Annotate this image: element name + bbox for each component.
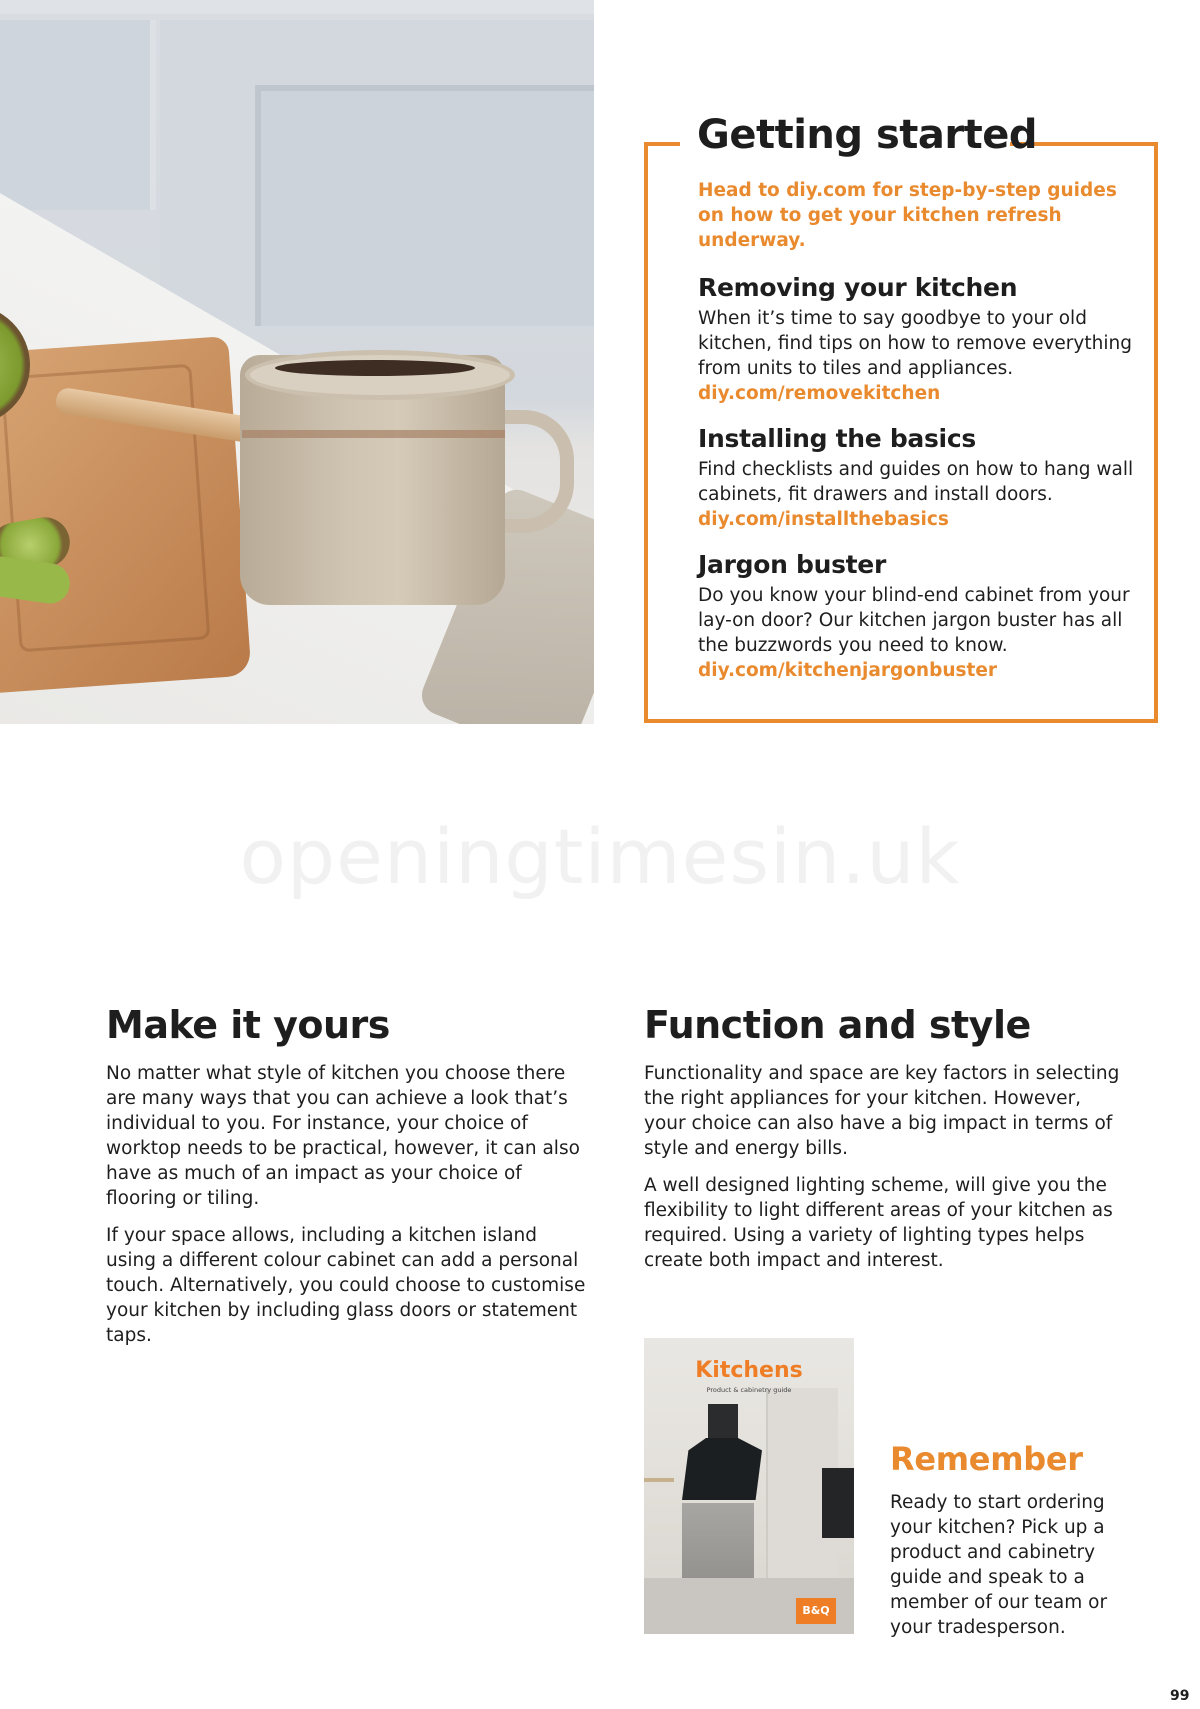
section-installing-basics xyxy=(698,424,1138,532)
page-number: 99 xyxy=(1170,1688,1190,1704)
function-and-style-heading: Function and style xyxy=(644,1003,1031,1047)
make-it-yours-section xyxy=(106,1003,586,1360)
remember-heading: Remember xyxy=(890,1440,1083,1478)
cabinet-panel xyxy=(255,85,594,326)
paragraph: Functionality and space are key factors in selecting the right appliances for your kitchen. However, your choice can also have a big impact in terms of style and energy bills. xyxy=(644,1063,1120,1159)
remember-body: Ready to start ordering your kitchen? Pick up a product and cabinetry guide and speak to a member of our team or your tradesperson. xyxy=(890,1492,1108,1638)
section-heading: Removing your kitchen xyxy=(698,273,1018,302)
remember-section xyxy=(890,1440,1150,1640)
mug-stripe xyxy=(242,430,505,438)
cabinet-door xyxy=(0,20,156,210)
cover-title: Kitchens xyxy=(695,1358,803,1383)
oven xyxy=(822,1468,854,1538)
hero-photo xyxy=(0,0,594,724)
cover-subtitle: Product & cabinetry guide xyxy=(706,1386,792,1394)
getting-started-title: Getting started xyxy=(697,112,1037,158)
cabinet-top xyxy=(0,0,594,14)
shelf xyxy=(644,1478,674,1482)
section-jargon-buster xyxy=(698,550,1138,683)
getting-started-intro: Head to diy.com for step-by-step guides on how to get your kitchen refresh underway. xyxy=(698,180,1117,251)
function-and-style-section xyxy=(644,1003,1124,1285)
cooker-hood xyxy=(682,1438,762,1500)
bq-logo: B&Q xyxy=(796,1598,836,1624)
section-heading: Jargon buster xyxy=(698,550,886,579)
remove-kitchen-link[interactable]: diy.com/removekitchen xyxy=(698,383,941,404)
install-basics-link[interactable]: diy.com/installthebasics xyxy=(698,509,949,530)
make-it-yours-heading: Make it yours xyxy=(106,1003,390,1047)
section-body: When it’s time to say goodbye to your old kitchen, find tips on how to remove everything from units to tiles and appliances. xyxy=(698,308,1132,379)
paragraph: If your space allows, including a kitchen island using a different colour cabinet can add a personal touch. Alternatively, you could choose to customise your kitchen by including glass doors or statement taps. xyxy=(106,1225,586,1346)
paragraph: A well designed lighting scheme, will give you the flexibility to light different areas of your kitchen as required. Using a variety of lighting types helps create both impact and interest. xyxy=(644,1175,1113,1271)
section-heading: Installing the basics xyxy=(698,424,976,453)
section-body: Do you know your blind-end cabinet from your lay-on door? Our kitchen jargon buster has all the buzzwords you need to know. xyxy=(698,585,1130,656)
watermark: openingtimesin.uk xyxy=(239,812,961,901)
jargon-buster-link[interactable]: diy.com/kitchenjargonbuster xyxy=(698,660,998,681)
section-removing-kitchen xyxy=(698,273,1138,406)
section-body: Find checklists and guides on how to hang wall cabinets, fit drawers and install doors. xyxy=(698,459,1134,505)
getting-started-content xyxy=(698,178,1138,701)
kitchens-guide-cover xyxy=(644,1338,854,1634)
paragraph: No matter what style of kitchen you choose there are many ways that you can achieve a look that’s individual to you. For instance, your choice of worktop needs to be practical, however, it can also have as much of an impact as your choice of flooring or tiling. xyxy=(106,1063,580,1209)
coffee xyxy=(275,360,475,376)
